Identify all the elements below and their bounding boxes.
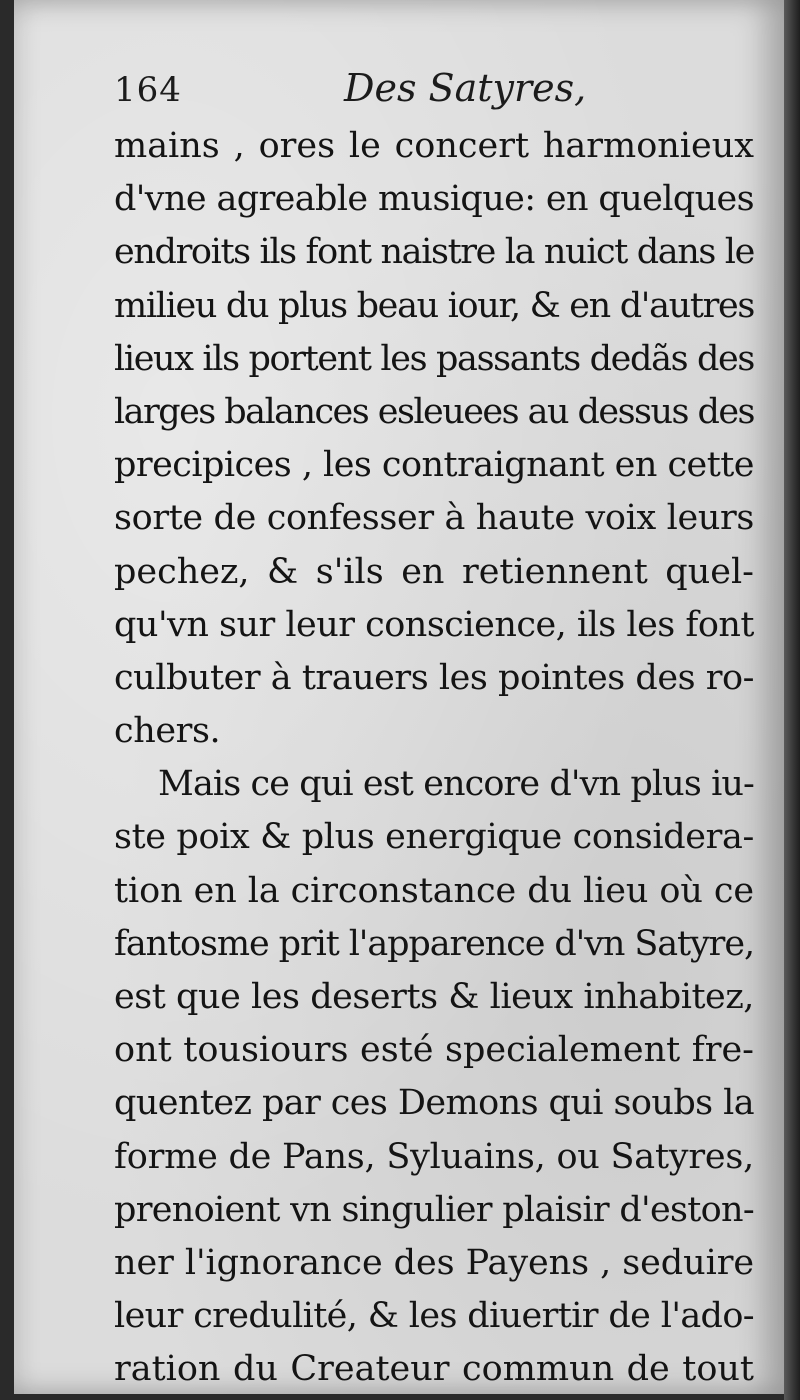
text-line: est que les deserts & lieux inhabitez, (114, 977, 754, 1017)
text-line: ration du Createur commun de tout (114, 1349, 754, 1390)
text-line: chers. (114, 711, 221, 752)
text-line: prenoient vn singulier plaisir d'eston- (114, 1189, 754, 1230)
text-line: precipices , les contraignant en cette (114, 445, 754, 486)
text-line: culbuter à trauers les pointes des ro- (114, 657, 754, 698)
page-edge-shadow (784, 0, 800, 1400)
text-line: leur credulité, & les diuertir de l'ado- (114, 1296, 754, 1337)
text-line: fantosme prit l'apparence d'vn Satyre, (114, 923, 754, 964)
text-line: ont tousiours esté specialement fre- (114, 1030, 754, 1071)
text-line: tion en la circonstance du lieu où ce (114, 870, 754, 911)
text-line: quentez par ces Demons qui soubs la (114, 1083, 754, 1124)
page-header (104, 62, 744, 118)
paragraph-start-line: Mais ce qui est encore d'vn plus iu- (158, 764, 754, 805)
text-line: ste poix & plus energique considera- (114, 817, 754, 858)
book-page (14, 0, 784, 1394)
text-line: d'vne agreable musique: en quelques (114, 179, 754, 220)
text-line: forme de Pans, Syluains, ou Satyres, (114, 1136, 754, 1177)
text-line: endroits ils font naistre la nuict dans le (114, 232, 754, 273)
text-line: pechez, & s'ils en retiennent quel- (114, 551, 754, 592)
text-line: larges balances esleuees au dessus des (114, 391, 754, 432)
text-line: qu'vn sur leur conscience, ils les font (114, 604, 754, 645)
text-line: milieu du plus beau iour, & en d'autres (114, 285, 754, 326)
text-line: mains , ores le concert harmonieux (114, 126, 754, 166)
body-text (114, 120, 754, 1397)
text-line: lieux ils portent les passants dedãs des (114, 338, 754, 379)
text-line: ner l'ignorance des Payens , seduire (114, 1242, 754, 1283)
text-line: sorte de confesser à haute voix leurs (114, 498, 754, 539)
running-head: Des Satyres, (344, 66, 587, 110)
page-number: 164 (114, 70, 182, 110)
